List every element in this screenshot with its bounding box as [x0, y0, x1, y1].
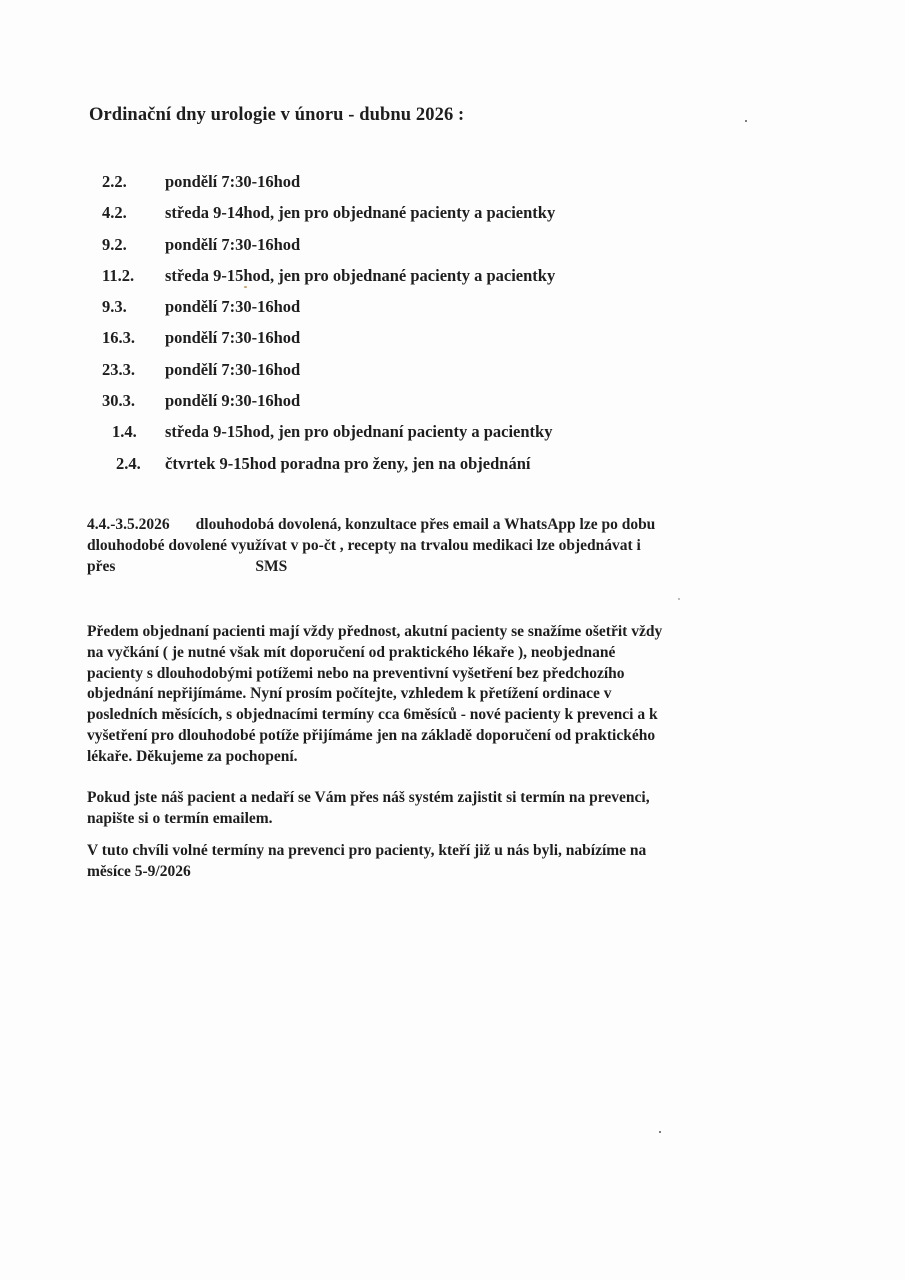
paragraph-line: Pokud jste náš pacient a nedaří se Vám přes náš systém zajistit si termín na prevenci, — [87, 789, 650, 806]
vacation-period: 4.4.-3.5.2026 — [87, 516, 170, 533]
scan-speck — [244, 286, 247, 288]
schedule-date: 11.2. — [102, 265, 135, 285]
info-paragraph-1 — [87, 622, 807, 768]
vacation-line — [87, 515, 807, 536]
schedule-desc: pondělí 7:30-16hod — [165, 297, 301, 317]
paragraph-line: posledních měsících, s objednacími termíny cca 6měsíců - nové pacienty k prevenci a k — [87, 706, 658, 724]
vacation-text: přes — [87, 557, 116, 575]
schedule-desc: středa 9-15hod, jen pro objednaní pacienty a pacientky — [165, 422, 553, 442]
schedule-date: 4.2. — [102, 203, 127, 223]
paragraph-line: měsíce 5-9/2026 — [87, 862, 191, 880]
schedule-date: 16.3. — [102, 328, 135, 348]
paragraph-line: napište si o termín emailem. — [87, 809, 273, 827]
schedule-desc: pondělí 7:30-16hod — [165, 234, 301, 254]
info-paragraph-2 — [87, 788, 807, 830]
schedule-desc: pondělí 7:30-16hod — [165, 359, 301, 379]
schedule-row — [0, 172, 905, 203]
schedule-date: 23.3. — [102, 359, 135, 379]
scan-speck — [745, 120, 747, 122]
paragraph-line: pacienty s dlouhodobými potížemi nebo na preventivní vyšetření bez předchozího — [87, 664, 625, 682]
paragraph-line: Předem objednaní pacienti mají vždy přednost, akutní pacienty se snažíme ošetřit vždy — [87, 623, 663, 640]
schedule-row — [0, 235, 905, 266]
schedule-desc: pondělí 7:30-16hod — [165, 328, 301, 348]
vacation-sms: SMS — [255, 557, 288, 575]
scan-speck — [678, 598, 680, 600]
schedule-list — [0, 172, 905, 485]
schedule-row — [0, 454, 905, 485]
vacation-line: dlouhodobé dovolené využívat v po-čt , recepty na trvalou medikaci lze objednávat i — [87, 536, 641, 554]
schedule-date: 9.2. — [102, 234, 127, 254]
schedule-date: 30.3. — [102, 391, 135, 411]
schedule-row — [0, 360, 905, 391]
schedule-date: 2.4. — [116, 453, 141, 473]
vacation-text: dlouhodobá dovolená, konzultace přes email a WhatsApp lze po dobu — [195, 516, 656, 533]
schedule-row — [0, 391, 905, 422]
scan-speck — [659, 1131, 661, 1133]
vacation-notice — [87, 515, 807, 577]
schedule-date: 9.3. — [102, 297, 127, 317]
schedule-row — [0, 203, 905, 234]
schedule-desc: čtvrtek 9-15hod poradna pro ženy, jen na objednání — [165, 453, 531, 473]
schedule-row — [0, 422, 905, 453]
info-paragraph-3 — [87, 841, 807, 883]
schedule-date: 2.2. — [102, 172, 127, 191]
paragraph-line: vyšetření pro dlouhodobé potíže přijímáme jen na základě doporučení od praktického — [87, 726, 656, 744]
paragraph-line: na vyčkání ( je nutné však mít doporučení od praktického lékaře ), neobjednané — [87, 643, 616, 661]
paragraph-line: lékaře. Děkujeme za pochopení. — [87, 747, 298, 765]
paragraph-line: objednání nepřijímáme. Nyní prosím počítejte, vzhledem k přetížení ordinace v — [87, 685, 612, 703]
paragraph-line: V tuto chvíli volné termíny na prevenci pro pacienty, kteří již u nás byli, nabízíme na — [87, 842, 647, 859]
schedule-desc: pondělí 9:30-16hod — [165, 391, 301, 411]
vacation-line — [87, 557, 807, 578]
schedule-row — [0, 266, 905, 297]
page-title: Ordinační dny urologie v únoru - dubnu 2026 : — [89, 105, 465, 125]
schedule-row — [0, 328, 905, 359]
schedule-date: 1.4. — [112, 422, 137, 442]
schedule-desc: pondělí 7:30-16hod — [165, 172, 301, 191]
schedule-desc: středa 9-14hod, jen pro objednané pacienty a pacientky — [165, 203, 556, 223]
schedule-desc: středa 9-15hod, jen pro objednané pacienty a pacientky — [165, 265, 556, 285]
schedule-row — [0, 297, 905, 328]
